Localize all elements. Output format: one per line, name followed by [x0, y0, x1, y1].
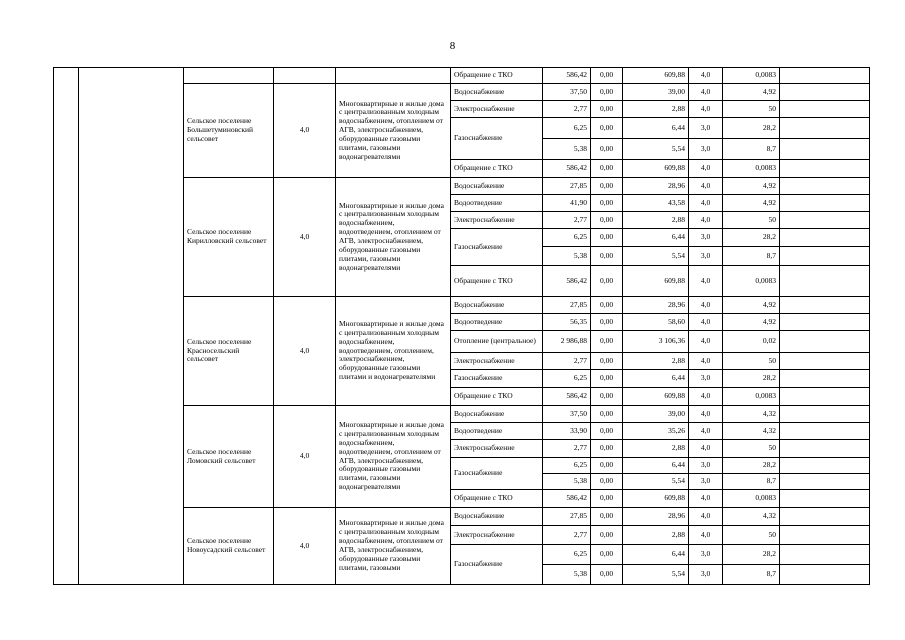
tariff-new: 6,44 [623, 545, 689, 565]
empty-cell [780, 331, 870, 353]
tariff-new: 6,44 [623, 458, 689, 474]
tariff-new: 5,54 [623, 474, 689, 490]
tariff-current: 2,77 [543, 101, 591, 118]
empty-cell [780, 490, 870, 508]
empty-cell [780, 229, 870, 247]
empty-cell [780, 195, 870, 212]
empty-cell [780, 297, 870, 314]
tariff-current: 5,38 [543, 139, 591, 160]
tariff-current: 2,77 [543, 440, 591, 458]
empty-cell [780, 247, 870, 266]
growth-index: 3,0 [689, 118, 723, 139]
consumption-norm: 8,7 [723, 474, 780, 490]
tariff-change: 0,00 [591, 160, 623, 178]
service-name: Газоснабжение [451, 118, 543, 160]
consumption-norm: 4,32 [723, 406, 780, 423]
percent-value [274, 68, 336, 84]
tariff-current: 586,42 [543, 266, 591, 297]
service-name: Обращение с ТКО [451, 490, 543, 508]
page-number: 8 [449, 40, 456, 52]
tariff-table-body [54, 68, 870, 585]
tariff-change: 0,00 [591, 331, 623, 353]
tariff-new: 5,54 [623, 565, 689, 585]
settlement-name: Сельское поселение Кирилловский сельсовет [184, 178, 274, 297]
empty-cell [780, 388, 870, 406]
tariff-current: 5,38 [543, 247, 591, 266]
service-name: Водоснабжение [451, 508, 543, 526]
tariff-new: 43,58 [623, 195, 689, 212]
tariff-current: 586,42 [543, 490, 591, 508]
empty-cell [780, 565, 870, 585]
consumption-norm: 4,92 [723, 297, 780, 314]
tariff-change: 0,00 [591, 526, 623, 545]
tariff-change: 0,00 [591, 101, 623, 118]
consumption-norm: 0,0083 [723, 266, 780, 297]
growth-index: 4,0 [689, 195, 723, 212]
consumption-norm: 0,0083 [723, 490, 780, 508]
tariff-change: 0,00 [591, 353, 623, 370]
tariff-table [53, 67, 870, 585]
tariff-current: 586,42 [543, 68, 591, 84]
tariff-current: 2 986,88 [543, 331, 591, 353]
tariff-current: 27,85 [543, 508, 591, 526]
tariff-new: 609,88 [623, 388, 689, 406]
percent-value: 4,0 [274, 178, 336, 297]
consumption-norm: 4,32 [723, 423, 780, 440]
empty-cell [780, 314, 870, 331]
growth-index: 3,0 [689, 139, 723, 160]
tariff-change: 0,00 [591, 212, 623, 229]
growth-index: 4,0 [689, 314, 723, 331]
growth-index: 4,0 [689, 353, 723, 370]
tariff-change: 0,00 [591, 440, 623, 458]
growth-index: 4,0 [689, 508, 723, 526]
consumption-norm: 4,92 [723, 178, 780, 195]
housing-description: Многоквартирные и жилые дома с централизованным холодным водоснабжением, отоплением от АГВ, электроснабжением, оборудованные газовыми плитами, газовыми водонагревателями [336, 84, 451, 178]
empty-cell [780, 406, 870, 423]
consumption-norm: 50 [723, 353, 780, 370]
consumption-norm: 4,92 [723, 84, 780, 101]
service-name: Газоснабжение [451, 229, 543, 266]
empty-cell [780, 545, 870, 565]
tariff-change: 0,00 [591, 388, 623, 406]
tariff-change: 0,00 [591, 406, 623, 423]
tariff-current: 586,42 [543, 388, 591, 406]
empty-cell [780, 101, 870, 118]
empty-cell [780, 474, 870, 490]
tariff-new: 609,88 [623, 490, 689, 508]
service-name: Водоснабжение [451, 297, 543, 314]
growth-index: 4,0 [689, 101, 723, 118]
service-name: Электроснабжение [451, 440, 543, 458]
consumption-norm: 8,7 [723, 565, 780, 585]
consumption-norm: 50 [723, 526, 780, 545]
percent-value: 4,0 [274, 406, 336, 508]
housing-description: Многоквартирные и жилые дома с централизованным холодным водоснабжением, водоотведением, отоплением, электроснабжением, оборудованные газовыми плитами и водонагревателями [336, 297, 451, 406]
service-name: Обращение с ТКО [451, 388, 543, 406]
tariff-change: 0,00 [591, 247, 623, 266]
tariff-current: 6,25 [543, 545, 591, 565]
service-name: Электроснабжение [451, 212, 543, 229]
service-name: Электроснабжение [451, 353, 543, 370]
empty-cell [780, 212, 870, 229]
consumption-norm: 28,2 [723, 458, 780, 474]
growth-index: 3,0 [689, 458, 723, 474]
tariff-current: 56,35 [543, 314, 591, 331]
tariff-current: 5,38 [543, 474, 591, 490]
consumption-norm: 4,92 [723, 195, 780, 212]
empty-cell [780, 68, 870, 84]
tariff-current: 6,25 [543, 458, 591, 474]
growth-index: 4,0 [689, 160, 723, 178]
tariff-current: 2,77 [543, 353, 591, 370]
consumption-norm: 28,2 [723, 545, 780, 565]
percent-value: 4,0 [274, 84, 336, 178]
consumption-norm: 50 [723, 440, 780, 458]
tariff-new: 2,88 [623, 101, 689, 118]
service-name: Газоснабжение [451, 545, 543, 585]
tariff-change: 0,00 [591, 474, 623, 490]
settlement-name: Сельское поселение Ломовский сельсовет [184, 406, 274, 508]
tariff-change: 0,00 [591, 490, 623, 508]
tariff-change: 0,00 [591, 139, 623, 160]
growth-index: 4,0 [689, 440, 723, 458]
consumption-norm: 28,2 [723, 229, 780, 247]
empty-cell [780, 266, 870, 297]
consumption-norm: 8,7 [723, 139, 780, 160]
tariff-change: 0,00 [591, 545, 623, 565]
settlement-name: Сельское поселение Красносельский сельсовет [184, 297, 274, 406]
consumption-norm: 8,7 [723, 247, 780, 266]
empty-cell [780, 526, 870, 545]
growth-index: 3,0 [689, 229, 723, 247]
tariff-new: 609,88 [623, 160, 689, 178]
settlement-name: Сельское поселение Новоусадский сельсовет [184, 508, 274, 585]
first-col-cell [54, 68, 79, 585]
empty-cell [780, 178, 870, 195]
settlement-name [184, 68, 274, 84]
empty-cell [780, 84, 870, 101]
tariff-change: 0,00 [591, 118, 623, 139]
tariff-current: 2,77 [543, 526, 591, 545]
tariff-current: 6,25 [543, 370, 591, 388]
tariff-current: 37,50 [543, 84, 591, 101]
second-col-cell [79, 68, 184, 585]
service-name: Электроснабжение [451, 526, 543, 545]
consumption-norm: 28,2 [723, 118, 780, 139]
tariff-current: 2,77 [543, 212, 591, 229]
housing-description: Многоквартирные и жилые дома с централизованным холодным водоснабжением, водоотведением, отоплением от АГВ, электроснабжением, оборудованные газовыми плитами, газовыми водонагревателями [336, 406, 451, 508]
tariff-change: 0,00 [591, 314, 623, 331]
tariff-new: 609,88 [623, 68, 689, 84]
tariff-new: 28,96 [623, 178, 689, 195]
service-name: Водоотведение [451, 314, 543, 331]
tariff-change: 0,00 [591, 423, 623, 440]
service-name: Электроснабжение [451, 101, 543, 118]
housing-description [336, 68, 451, 84]
empty-cell [780, 508, 870, 526]
empty-cell [780, 139, 870, 160]
growth-index: 4,0 [689, 490, 723, 508]
tariff-new: 39,00 [623, 406, 689, 423]
growth-index: 3,0 [689, 565, 723, 585]
consumption-norm: 50 [723, 101, 780, 118]
consumption-norm: 0,02 [723, 331, 780, 353]
tariff-new: 2,88 [623, 353, 689, 370]
empty-cell [780, 440, 870, 458]
tariff-change: 0,00 [591, 195, 623, 212]
tariff-change: 0,00 [591, 458, 623, 474]
tariff-change: 0,00 [591, 68, 623, 84]
growth-index: 4,0 [689, 212, 723, 229]
service-name: Отопление (центральное) [451, 331, 543, 353]
growth-index: 3,0 [689, 247, 723, 266]
tariff-new: 35,26 [623, 423, 689, 440]
growth-index: 3,0 [689, 370, 723, 388]
service-name: Водоснабжение [451, 84, 543, 101]
tariff-change: 0,00 [591, 508, 623, 526]
growth-index: 4,0 [689, 331, 723, 353]
tariff-new: 39,00 [623, 84, 689, 101]
growth-index: 4,0 [689, 178, 723, 195]
tariff-new: 2,88 [623, 526, 689, 545]
tariff-new: 609,88 [623, 266, 689, 297]
service-name: Водоотведение [451, 195, 543, 212]
empty-cell [780, 423, 870, 440]
tariff-change: 0,00 [591, 266, 623, 297]
service-name: Обращение с ТКО [451, 68, 543, 84]
percent-value: 4,0 [274, 297, 336, 406]
growth-index: 3,0 [689, 545, 723, 565]
growth-index: 4,0 [689, 68, 723, 84]
service-name: Обращение с ТКО [451, 160, 543, 178]
growth-index: 4,0 [689, 266, 723, 297]
tariff-current: 33,90 [543, 423, 591, 440]
empty-cell [780, 353, 870, 370]
tariff-new: 6,44 [623, 229, 689, 247]
tariff-change: 0,00 [591, 297, 623, 314]
table-row [54, 68, 870, 84]
tariff-current: 37,50 [543, 406, 591, 423]
tariff-current: 6,25 [543, 229, 591, 247]
consumption-norm: 4,32 [723, 508, 780, 526]
growth-index: 4,0 [689, 526, 723, 545]
tariff-new: 3 106,36 [623, 331, 689, 353]
growth-index: 4,0 [689, 84, 723, 101]
tariff-new: 5,54 [623, 247, 689, 266]
empty-cell [780, 458, 870, 474]
tariff-current: 27,85 [543, 297, 591, 314]
tariff-new: 2,88 [623, 212, 689, 229]
tariff-change: 0,00 [591, 84, 623, 101]
tariff-new: 6,44 [623, 118, 689, 139]
service-name: Газоснабжение [451, 458, 543, 490]
service-name: Газоснабжение [451, 370, 543, 388]
consumption-norm: 50 [723, 212, 780, 229]
tariff-new: 28,96 [623, 508, 689, 526]
housing-description: Многоквартирные и жилые дома с централизованным холодным водоснабжением, водоотведением, отоплением от АГВ, электроснабжением, оборудованные газовыми плитами, газовыми водонагревателями [336, 178, 451, 297]
consumption-norm: 0,0083 [723, 160, 780, 178]
tariff-current: 27,85 [543, 178, 591, 195]
consumption-norm: 4,92 [723, 314, 780, 331]
consumption-norm: 0,0083 [723, 68, 780, 84]
tariff-change: 0,00 [591, 565, 623, 585]
settlement-name: Сельское поселение Большетуминовский сельсовет [184, 84, 274, 178]
empty-cell [780, 118, 870, 139]
tariff-current: 5,38 [543, 565, 591, 585]
consumption-norm: 0,0083 [723, 388, 780, 406]
tariff-change: 0,00 [591, 178, 623, 195]
tariff-change: 0,00 [591, 370, 623, 388]
empty-cell [780, 160, 870, 178]
consumption-norm: 28,2 [723, 370, 780, 388]
percent-value: 4,0 [274, 508, 336, 585]
growth-index: 4,0 [689, 297, 723, 314]
tariff-current: 586,42 [543, 160, 591, 178]
housing-description: Многоквартирные и жилые дома с централизованным холодным водоснабжением, отоплением от АГВ, электроснабжением, оборудованные газовыми плитами, газовыми [336, 508, 451, 585]
tariff-current: 41,90 [543, 195, 591, 212]
service-name: Водоотведение [451, 423, 543, 440]
tariff-current: 6,25 [543, 118, 591, 139]
tariff-change: 0,00 [591, 229, 623, 247]
tariff-new: 28,96 [623, 297, 689, 314]
growth-index: 4,0 [689, 423, 723, 440]
tariff-new: 2,88 [623, 440, 689, 458]
tariff-new: 5,54 [623, 139, 689, 160]
tariff-new: 6,44 [623, 370, 689, 388]
empty-cell [780, 370, 870, 388]
service-name: Водоснабжение [451, 406, 543, 423]
growth-index: 3,0 [689, 474, 723, 490]
service-name: Обращение с ТКО [451, 266, 543, 297]
growth-index: 4,0 [689, 388, 723, 406]
tariff-new: 58,60 [623, 314, 689, 331]
growth-index: 4,0 [689, 406, 723, 423]
service-name: Водоснабжение [451, 178, 543, 195]
